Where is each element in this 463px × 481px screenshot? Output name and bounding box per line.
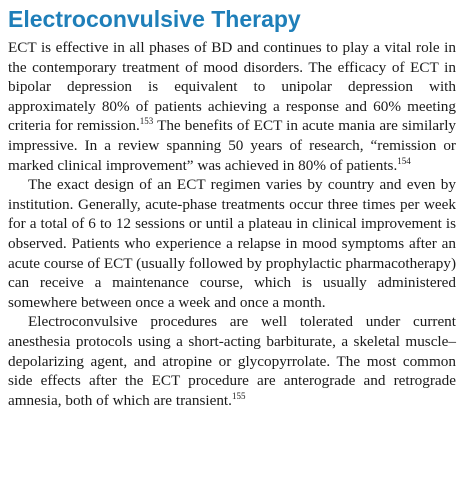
section-body [8, 38, 456, 410]
citation-155: 155 [231, 390, 246, 401]
paragraph-3 [8, 312, 456, 410]
citation-153: 153 [139, 116, 154, 127]
paragraph-2-text-1: The exact design of an ECT regimen varies by country and even by institution. Generally, acute-phase treatments occur three times per week for a total of 6 to 12 sessions or until a plateau in clinical improvement is observed. Patients who experience a relapse in mood symptoms after an acute course of ECT (usually followed by prophylactic pharmacotherapy) can receive a maintenance course, which is usually administered somewhere between once a week and once a month. [8, 176, 456, 311]
citation-154: 154 [397, 155, 411, 166]
section-heading: Electroconvulsive Therapy [8, 6, 301, 32]
paragraph-2 [8, 175, 456, 312]
paragraph-1-text-1: ECT is effective in all phases of BD and continues to play a vital role in the contemporary treatment of mood disorders. The efficacy of ECT in bipolar depression is equivalent to unipolar depression with approximately 80% of patients achieving a response and 60% meeting criteria for remission. [8, 39, 456, 135]
paragraph-1-text-2: The benefits of ECT in acute mania are similarly impressive. In a review spanning 50 years of research, “remission or marked clinical improvement” was achieved in 80% of patients. [8, 117, 457, 174]
paragraph-3-text-1: Electroconvulsive procedures are well tolerated under current anesthesia protocols using a short-acting barbiturate, a skeletal muscle–depolarizing agent, and atropine or glycopyrrolate. The most common side effects after the ECT procedure are anterograde and retrograde amnesia, both of which are transient. [8, 313, 456, 409]
paragraph-1 [8, 38, 456, 175]
